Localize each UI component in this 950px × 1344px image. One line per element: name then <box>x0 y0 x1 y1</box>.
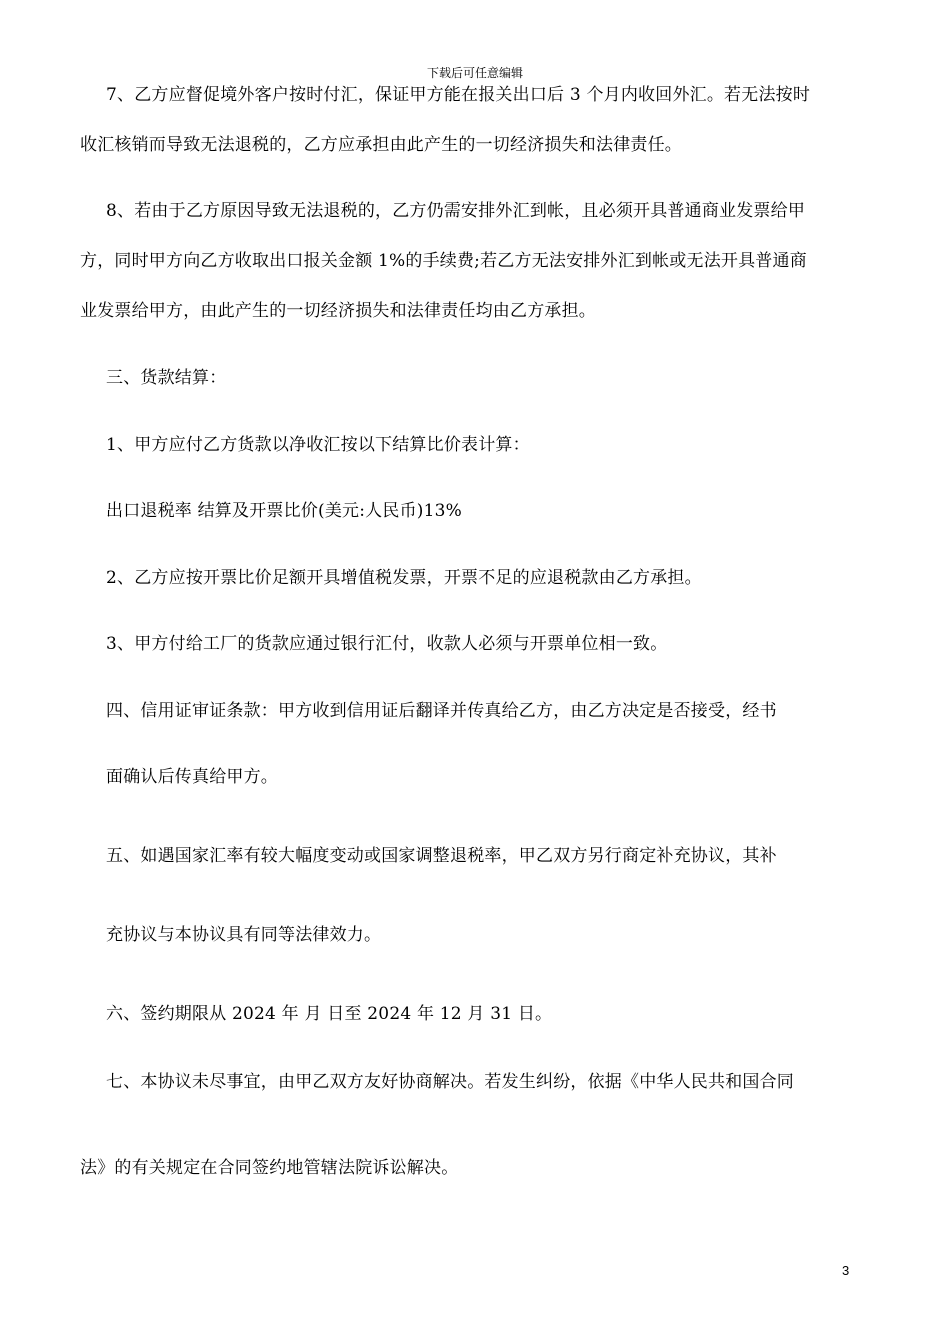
clause-7-line-2: 收汇核销而导致无法退税的，乙方应承担由此产生的一切经济损失和法律责任。 <box>80 135 682 155</box>
section-5-line-1: 五、如遇国家汇率有较大幅度变动或国家调整退税率，甲乙双方另行商定补充协议，其补 <box>106 846 777 866</box>
page-number: 3 <box>842 1263 850 1278</box>
section-7-line-2: 法》的有关规定在合同签约地管辖法院诉讼解决。 <box>80 1158 459 1178</box>
section-3-item-2: 2、乙方应按开票比价足额开具增值税发票，开票不足的应退税款由乙方承担。 <box>106 568 702 588</box>
section-4-line-1: 四、信用证审证条款：甲方收到信用证后翻译并传真给乙方，由乙方决定是否接受，经书 <box>106 701 777 721</box>
clause-8-line-2: 方，同时甲方向乙方收取出口报关金额 1%的手续费;若乙方无法安排外汇到帐或无法开具普通商 <box>80 251 807 271</box>
clause-8-line-3: 业发票给甲方，由此产生的一切经济损失和法律责任均由乙方承担。 <box>80 301 596 321</box>
rate-table-line: 出口退税率 结算及开票比价(美元:人民币)13% <box>106 501 462 521</box>
section-3-item-3: 3、甲方付给工厂的货款应通过银行汇付，收款人必须与开票单位相一致。 <box>106 634 668 654</box>
section-3-item-1: 1、甲方应付乙方货款以净收汇按以下结算比价表计算： <box>106 435 530 455</box>
section-5-line-2: 充协议与本协议具有同等法律效力。 <box>106 925 382 945</box>
section-3-heading: 三、货款结算： <box>106 368 227 388</box>
clause-7-line-1: 7、乙方应督促境外客户按时付汇，保证甲方能在报关出口后 3 个月内收回外汇。若无法按时 <box>106 85 811 105</box>
clause-8-line-1: 8、若由于乙方原因导致无法退税的，乙方仍需安排外汇到帐，且必须开具普通商业发票给甲 <box>106 201 806 221</box>
section-6-line: 六、签约期限从 2024 年 月 日至 2024 年 12 月 31 日。 <box>106 1004 553 1024</box>
header-note: 下载后可任意编辑 <box>426 66 523 80</box>
section-4-line-2: 面确认后传真给甲方。 <box>106 767 278 787</box>
section-7-line-1: 七、本协议未尽事宜，由甲乙双方友好协商解决。若发生纠纷，依据《中华人民共和国合同 <box>106 1072 794 1092</box>
